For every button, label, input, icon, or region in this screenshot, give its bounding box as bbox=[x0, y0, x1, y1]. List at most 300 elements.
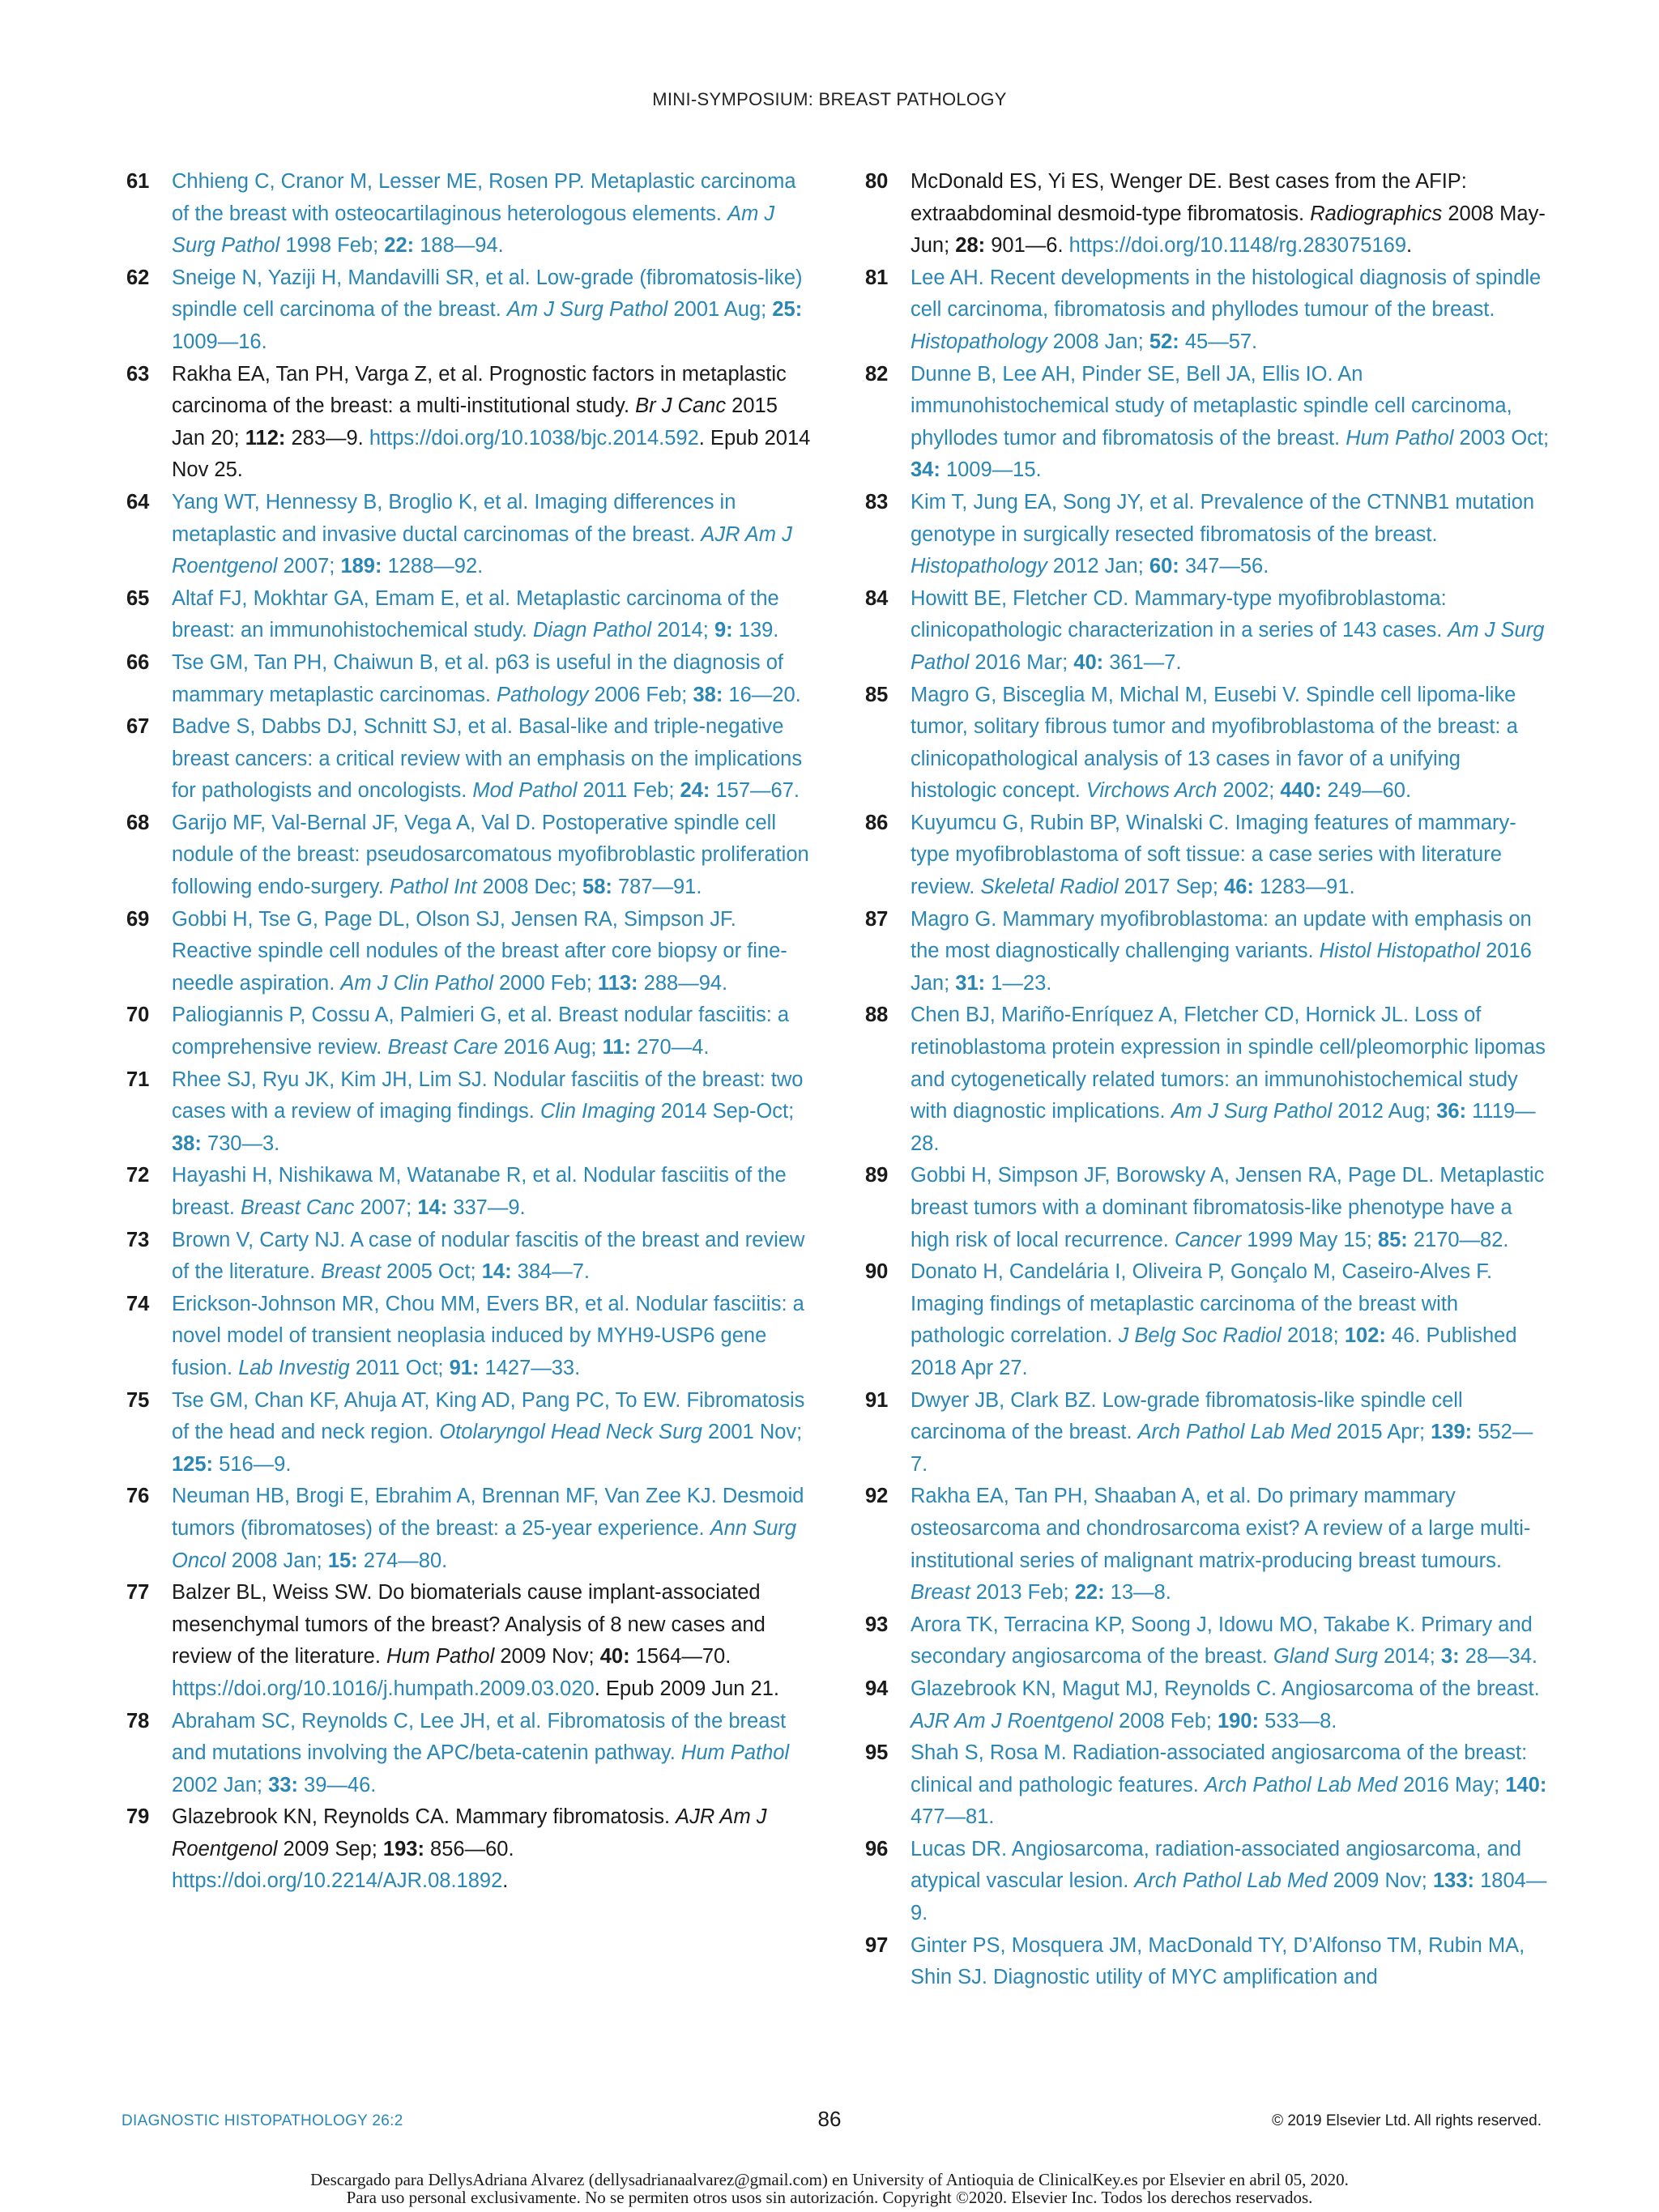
reference-pages: 39—46. bbox=[297, 1773, 377, 1796]
reference-pages: 730—3. bbox=[201, 1132, 280, 1155]
reference-pages: 283—9. bbox=[285, 426, 369, 450]
reference-date: 2007; bbox=[277, 555, 341, 578]
reference-pages: 516—9. bbox=[213, 1452, 292, 1476]
reference-authors-title: Chen BJ, Mariño-Enríquez A, Fletcher CD, Hornick JL. Loss of retinoblastoma protein expression in spindle cell/pleomorphic lipomas and cytogenetically related tumors: an immunohistochemical study with diagnostic implications. bbox=[911, 1004, 1546, 1123]
reference-volume: 15: bbox=[327, 1549, 358, 1572]
reference-journal: Arch Pathol Lab Med bbox=[1204, 1773, 1398, 1796]
reference-number: 93 bbox=[865, 1613, 889, 1636]
reference-pages: 384—7. bbox=[511, 1260, 590, 1284]
reference-authors-title: Yang WT, Hennessy B, Broglio K, et al. Imaging differences in metaplastic and invasive ductal carcinomas of the breast. bbox=[172, 490, 736, 546]
reference-authors-title: Gobbi H, Tse G, Page DL, Olson SJ, Jensen RA, Simpson JF. Reactive spindle cell nodules of the breast after core biopsy or fine-needle aspiration. bbox=[172, 907, 787, 995]
reference-date: 2012 Aug; bbox=[1332, 1100, 1437, 1123]
reference-date: 2001 Nov; bbox=[702, 1421, 803, 1444]
reference-93[interactable] bbox=[865, 1609, 1550, 1673]
reference-date: 2016 Mar; bbox=[969, 650, 1074, 674]
reference-date: 2016 Jan; bbox=[911, 940, 1532, 995]
reference-text[interactable] bbox=[911, 808, 1550, 904]
reference-journal: Breast bbox=[321, 1260, 381, 1284]
reference-journal: Lab Investig bbox=[238, 1356, 350, 1379]
reference-text[interactable] bbox=[172, 1385, 811, 1481]
reference-83[interactable] bbox=[865, 487, 1550, 583]
reference-authors-title: Dunne B, Lee AH, Pinder SE, Bell JA, Ellis IO. An immunohistochemical study of metaplastic spindle cell carcinoma, phyllodes tumor and fibromatosis of the breast. bbox=[911, 362, 1512, 450]
reference-authors-title: Garijo MF, Val-Bernal JF, Vega A, Val D. Postoperative spindle cell nodule of the breast: pseudosarcomatous myofibroblastic proliferation following endo-surgery. bbox=[172, 811, 809, 899]
reference-text bbox=[172, 1577, 811, 1705]
reference-89[interactable] bbox=[865, 1160, 1550, 1256]
reference-86[interactable] bbox=[865, 808, 1550, 904]
reference-volume: 193: bbox=[382, 1837, 424, 1860]
reference-volume: 46: bbox=[1224, 876, 1254, 899]
reference-date: 2015 Apr; bbox=[1330, 1421, 1431, 1444]
reference-pages: 1564—70. bbox=[629, 1645, 731, 1669]
reference-number: 97 bbox=[865, 1933, 889, 1957]
reference-text bbox=[172, 1801, 811, 1898]
reference-date: 1999 May 15; bbox=[1241, 1228, 1378, 1251]
reference-pages: 270—4. bbox=[631, 1036, 710, 1059]
reference-number: 91 bbox=[865, 1388, 889, 1412]
reference-authors-title: Neuman HB, Brogi E, Ebrahim A, Brennan MF, Van Zee KJ. Desmoid tumors (fibromatoses) of the breast: a 25-year experience. bbox=[172, 1485, 804, 1540]
reference-volume: 28: bbox=[955, 234, 986, 258]
reference-pages: 46. Published 2018 Apr 27. bbox=[911, 1324, 1517, 1379]
reference-journal: AJR Am J Roentgenol bbox=[911, 1709, 1113, 1733]
reference-volume: 34: bbox=[911, 458, 940, 482]
reference-number: 79 bbox=[126, 1805, 150, 1829]
reference-volume: 24: bbox=[680, 779, 710, 803]
reference-authors-title: Howitt BE, Fletcher CD. Mammary-type myofibroblastoma: clinicopathologic characterization in a series of 143 cases. bbox=[911, 586, 1448, 642]
reference-number: 67 bbox=[126, 715, 150, 739]
reference-85[interactable] bbox=[865, 680, 1550, 808]
reference-journal: Radiographics bbox=[1310, 202, 1443, 225]
reference-volume: 3: bbox=[1440, 1645, 1460, 1669]
reference-87[interactable] bbox=[865, 904, 1550, 1000]
reference-92[interactable] bbox=[865, 1481, 1550, 1609]
copyright-footer: © 2019 Elsevier Ltd. All rights reserved. bbox=[1272, 2112, 1542, 2129]
reference-epub: . bbox=[1406, 234, 1413, 258]
reference-journal: Breast Canc bbox=[241, 1196, 355, 1219]
reference-authors-title: Paliogiannis P, Cossu A, Palmieri G, et al. Breast nodular fasciitis: a comprehensive review. bbox=[172, 1004, 790, 1059]
reference-volume: 14: bbox=[481, 1260, 512, 1284]
reference-journal: Otolaryngol Head Neck Surg bbox=[439, 1421, 702, 1444]
reference-date: 2008 Dec; bbox=[476, 876, 583, 899]
reference-number: 76 bbox=[126, 1485, 150, 1508]
reference-text[interactable] bbox=[911, 262, 1550, 359]
reference-date: 2014 Sep-Oct; bbox=[655, 1100, 795, 1123]
reference-text[interactable] bbox=[172, 1481, 811, 1577]
reference-volume: 31: bbox=[955, 971, 986, 995]
reference-pages: 901—6. bbox=[985, 234, 1069, 258]
reference-90[interactable] bbox=[865, 1256, 1550, 1384]
reference-number: 69 bbox=[126, 907, 150, 931]
reference-pages: 13—8. bbox=[1104, 1581, 1171, 1605]
reference-84[interactable] bbox=[865, 583, 1550, 680]
reference-authors-title: Glazebrook KN, Reynolds CA. Mammary fibromatosis. bbox=[172, 1805, 676, 1829]
reference-journal: Skeletal Radiol bbox=[980, 876, 1119, 899]
reference-number: 70 bbox=[126, 1004, 150, 1027]
reference-journal: Ann Surg Oncol bbox=[172, 1516, 797, 1572]
reference-pages: 1283—91. bbox=[1253, 876, 1355, 899]
reference-76[interactable] bbox=[126, 1481, 811, 1577]
reference-text bbox=[172, 359, 811, 487]
reference-62[interactable] bbox=[126, 262, 811, 359]
reference-text[interactable] bbox=[172, 166, 811, 262]
reference-journal: Histopathology bbox=[911, 555, 1047, 578]
reference-date: 2012 Jan; bbox=[1047, 555, 1149, 578]
reference-authors-title: Kuyumcu G, Rubin BP, Winalski C. Imaging features of mammary-type myofibroblastoma of soft tissue: a case series with literature review. bbox=[911, 811, 1516, 899]
reference-journal: Am J Surg Pathol bbox=[172, 202, 775, 258]
reference-authors-title: Gobbi H, Simpson JF, Borowsky A, Jensen RA, Page DL. Metaplastic breast tumors with a dominant fibromatosis-like phenotype have a high risk of local recurrence. bbox=[911, 1164, 1545, 1251]
reference-volume: 52: bbox=[1149, 330, 1179, 353]
reference-text[interactable] bbox=[911, 487, 1550, 583]
reference-number: 96 bbox=[865, 1837, 889, 1860]
reference-authors-title: Magro G, Bisceglia M, Michal M, Eusebi V. Spindle cell lipoma-like tumor, solitary fibrous tumor and myofibroblastoma of the breast: a clinicopathological analysis of 13 cases in favor of a unifying histologic concept. bbox=[911, 683, 1518, 803]
reference-text[interactable] bbox=[172, 1706, 811, 1802]
reference-80 bbox=[865, 166, 1550, 262]
doi-link[interactable]: https://doi.org/10.1148/rg.283075169 bbox=[1068, 234, 1406, 258]
reference-number: 71 bbox=[126, 1068, 150, 1091]
reference-text[interactable] bbox=[911, 1609, 1550, 1673]
reference-text[interactable] bbox=[172, 583, 811, 647]
reference-journal: Arch Pathol Lab Med bbox=[1137, 1421, 1331, 1444]
reference-date: 2008 May-Jun; bbox=[911, 202, 1546, 258]
reference-journal: Am J Surg Pathol bbox=[506, 298, 668, 322]
reference-number: 82 bbox=[865, 362, 889, 386]
reference-journal: Clin Imaging bbox=[539, 1100, 655, 1123]
reference-text[interactable] bbox=[172, 904, 811, 1000]
reference-journal: J Belg Soc Radiol bbox=[1118, 1324, 1282, 1348]
reference-79 bbox=[126, 1801, 811, 1898]
reference-volume: 11: bbox=[602, 1036, 632, 1059]
reference-text bbox=[911, 166, 1550, 262]
reference-journal: Virchows Arch bbox=[1085, 779, 1218, 803]
reference-volume: 113: bbox=[597, 971, 638, 995]
reference-authors-title: Altaf FJ, Mokhtar GA, Emam E, et al. Metaplastic carcinoma of the breast: an immunohistochemical study. bbox=[172, 586, 779, 642]
reference-text[interactable] bbox=[911, 1737, 1550, 1834]
reference-journal: Hum Pathol bbox=[386, 1645, 495, 1669]
reference-volume: 190: bbox=[1217, 1709, 1259, 1733]
reference-date: 2017 Sep; bbox=[1118, 876, 1225, 899]
reference-75[interactable] bbox=[126, 1385, 811, 1481]
reference-journal: Pathol Int bbox=[389, 876, 477, 899]
reference-number: 72 bbox=[126, 1164, 150, 1187]
reference-number: 83 bbox=[865, 490, 889, 514]
reference-journal: Arch Pathol Lab Med bbox=[1134, 1869, 1328, 1893]
reference-number: 66 bbox=[126, 650, 150, 674]
reference-pages: 337—9. bbox=[447, 1196, 526, 1219]
reference-94[interactable] bbox=[865, 1673, 1550, 1737]
reference-journal: Am J Surg Pathol bbox=[911, 619, 1545, 674]
reference-96[interactable] bbox=[865, 1834, 1550, 1930]
reference-date: 2007; bbox=[354, 1196, 418, 1219]
reference-journal: Mod Pathol bbox=[472, 779, 578, 803]
reference-number: 68 bbox=[126, 811, 150, 834]
reference-authors-title: Tse GM, Tan PH, Chaiwun B, et al. p63 is useful in the diagnosis of mammary metaplastic carcinomas. bbox=[172, 650, 784, 706]
reference-77 bbox=[126, 1577, 811, 1705]
reference-authors-title: Balzer BL, Weiss SW. Do biomaterials cause implant-associated mesenchymal tumors of the breast? Analysis of 8 new cases and review of the literature. bbox=[172, 1581, 766, 1669]
reference-date: 2009 Nov; bbox=[494, 1645, 600, 1669]
reference-number: 94 bbox=[865, 1677, 889, 1700]
reference-authors-title: Abraham SC, Reynolds C, Lee JH, et al. Fibromatosis of the breast and mutations involving the APC/beta-catenin pathway. bbox=[172, 1709, 787, 1765]
reference-71[interactable] bbox=[126, 1064, 811, 1161]
reference-journal: Pathology bbox=[497, 683, 589, 706]
reference-volume: 189: bbox=[340, 555, 382, 578]
reference-text[interactable] bbox=[172, 262, 811, 359]
reference-volume: 112: bbox=[245, 426, 286, 450]
doi-link[interactable]: https://doi.org/10.1016/j.humpath.2009.03.020 bbox=[172, 1677, 595, 1700]
reference-95[interactable] bbox=[865, 1737, 1550, 1834]
reference-text[interactable] bbox=[911, 583, 1550, 680]
reference-74[interactable] bbox=[126, 1289, 811, 1385]
reference-volume: 33: bbox=[268, 1773, 298, 1796]
reference-date: 2011 Feb; bbox=[577, 779, 680, 803]
reference-epub: . Epub 2009 Jun 21. bbox=[594, 1677, 780, 1700]
reference-volume: 140: bbox=[1505, 1773, 1547, 1796]
reference-date: 2015 Jan 20; bbox=[172, 394, 778, 450]
journal-footer: DIAGNOSTIC HISTOPATHOLOGY 26:2 bbox=[122, 2112, 403, 2129]
reference-authors-title: Donato H, Candelária I, Oliveira P, Gonçalo M, Caseiro-Alves F. Imaging findings of metaplastic carcinoma of the breast with pathologic correlation. bbox=[911, 1260, 1493, 1348]
reference-pages: 533—8. bbox=[1258, 1709, 1337, 1733]
reference-number: 86 bbox=[865, 811, 889, 834]
reference-epub: . bbox=[502, 1869, 509, 1893]
reference-authors-title: Lee AH. Recent developments in the histological diagnosis of spindle cell carcinoma, fibromatosis and phyllodes tumour of the breast. bbox=[911, 266, 1542, 322]
reference-97[interactable] bbox=[865, 1930, 1550, 1994]
reference-journal: Diagn Pathol bbox=[532, 619, 651, 642]
reference-text[interactable] bbox=[911, 1481, 1550, 1609]
reference-pages: 2170—82. bbox=[1407, 1228, 1509, 1251]
reference-text[interactable] bbox=[172, 808, 811, 904]
reference-number: 92 bbox=[865, 1485, 889, 1508]
reference-number: 77 bbox=[126, 1581, 150, 1605]
reference-63 bbox=[126, 359, 811, 487]
reference-volume: 85: bbox=[1377, 1228, 1408, 1251]
reference-authors-title: Lucas DR. Angiosarcoma, radiation-associated angiosarcoma, and atypical vascular lesion. bbox=[911, 1837, 1522, 1893]
reference-text[interactable] bbox=[911, 1834, 1550, 1930]
reference-pages: 188—94. bbox=[414, 234, 504, 258]
reference-number: 75 bbox=[126, 1388, 150, 1412]
reference-journal: Cancer bbox=[1174, 1228, 1242, 1251]
reference-pages: 1119—28. bbox=[911, 1100, 1536, 1155]
reference-authors-title: Shah S, Rosa M. Radiation-associated angiosarcoma of the breast: clinical and pathologic features. bbox=[911, 1741, 1528, 1796]
reference-73[interactable] bbox=[126, 1225, 811, 1289]
reference-pages: 347—56. bbox=[1179, 555, 1269, 578]
reference-number: 87 bbox=[865, 907, 889, 931]
reference-number: 89 bbox=[865, 1164, 889, 1187]
reference-journal: Hum Pathol bbox=[680, 1741, 790, 1765]
reference-journal: Gland Surg bbox=[1273, 1645, 1378, 1669]
reference-text[interactable] bbox=[911, 680, 1550, 808]
reference-volume: 125: bbox=[172, 1452, 214, 1476]
reference-pages: 288—94. bbox=[638, 971, 728, 995]
reference-pages: 856—60. bbox=[424, 1837, 514, 1860]
reference-date: 2003 Oct; bbox=[1453, 426, 1550, 450]
reference-authors-title: Rakha EA, Tan PH, Shaaban A, et al. Do primary mammary osteosarcoma and chondrosarcoma exist? A review of a large multi-institutional series of malignant matrix-producing breast tumours. bbox=[911, 1485, 1531, 1572]
reference-date: 1998 Feb; bbox=[279, 234, 385, 258]
reference-82[interactable] bbox=[865, 359, 1550, 487]
reference-text[interactable] bbox=[911, 1160, 1550, 1256]
reference-number: 64 bbox=[126, 490, 150, 514]
reference-date: 2008 Jan; bbox=[225, 1549, 328, 1572]
reference-authors-title: Kim T, Jung EA, Song JY, et al. Prevalence of the CTNNB1 mutation genotype in surgically resected fibromatosis of the breast. bbox=[911, 490, 1535, 546]
reference-date: 2016 Aug; bbox=[497, 1036, 603, 1059]
reference-date: 2011 Oct; bbox=[349, 1356, 450, 1379]
reference-pages: 1288—92. bbox=[382, 555, 484, 578]
reference-81[interactable] bbox=[865, 262, 1550, 359]
download-notice-line-1: Descargado para DellysAdriana Alvarez (dellysadrianaalvarez@gmail.com) en University of Antioquia de ClinicalKey.es por Elsevier en abril 05, 2020. bbox=[310, 2170, 1349, 2189]
reference-journal: Histol Histopathol bbox=[1319, 940, 1481, 963]
reference-date: 2006 Feb; bbox=[588, 683, 693, 706]
reference-journal: AJR Am J Roentgenol bbox=[172, 1805, 767, 1860]
reference-authors-title: Erickson-Johnson MR, Chou MM, Evers BR, et al. Nodular fasciitis: a novel model of transient neoplasia induced by MYH9-USP6 gene fusion. bbox=[172, 1292, 804, 1379]
reference-journal: Hum Pathol bbox=[1346, 426, 1454, 450]
reference-pages: 1804—9. bbox=[911, 1869, 1547, 1925]
doi-link[interactable]: https://doi.org/10.2214/AJR.08.1892 bbox=[172, 1869, 503, 1893]
reference-text[interactable] bbox=[911, 1385, 1550, 1481]
reference-number: 62 bbox=[126, 266, 150, 289]
reference-61[interactable] bbox=[126, 166, 811, 262]
reference-volume: 133: bbox=[1432, 1869, 1475, 1893]
reference-66[interactable] bbox=[126, 647, 811, 711]
reference-journal: Am J Surg Pathol bbox=[1171, 1100, 1333, 1123]
reference-authors-title: Dwyer JB, Clark BZ. Low-grade fibromatosis-like spindle cell carcinoma of the breast. bbox=[911, 1388, 1463, 1444]
reference-journal: Am J Clin Pathol bbox=[340, 971, 493, 995]
reference-date: 2013 Feb; bbox=[970, 1581, 1075, 1605]
reference-pages: 249—60. bbox=[1321, 779, 1412, 803]
reference-authors-title: Glazebrook KN, Magut MJ, Reynolds C. Angiosarcoma of the breast. bbox=[911, 1677, 1540, 1700]
reference-volume: 91: bbox=[449, 1356, 480, 1379]
reference-text[interactable] bbox=[172, 711, 811, 808]
reference-pages: 139. bbox=[732, 619, 779, 642]
reference-88[interactable] bbox=[865, 999, 1550, 1160]
reference-volume: 22: bbox=[1074, 1581, 1105, 1605]
reference-pages: 361—7. bbox=[1103, 650, 1182, 674]
reference-date: 2016 May; bbox=[1397, 1773, 1506, 1796]
reference-pages: 787—91. bbox=[612, 876, 702, 899]
reference-text[interactable] bbox=[911, 999, 1550, 1160]
reference-text[interactable] bbox=[911, 359, 1550, 487]
reference-volume: 139: bbox=[1431, 1421, 1473, 1444]
reference-text[interactable] bbox=[172, 1225, 811, 1289]
reference-67[interactable] bbox=[126, 711, 811, 808]
reference-text[interactable] bbox=[172, 999, 811, 1063]
reference-68[interactable] bbox=[126, 808, 811, 904]
reference-78[interactable] bbox=[126, 1706, 811, 1802]
reference-64[interactable] bbox=[126, 487, 811, 583]
reference-pages: 1427—33. bbox=[479, 1356, 581, 1379]
reference-volume: 36: bbox=[1436, 1100, 1467, 1123]
reference-volume: 38: bbox=[172, 1132, 202, 1155]
reference-text[interactable] bbox=[911, 1930, 1550, 1994]
reference-date: 2008 Feb; bbox=[1112, 1709, 1218, 1733]
reference-date: 2009 Sep; bbox=[277, 1837, 383, 1860]
reference-pages: 477—81. bbox=[911, 1805, 995, 1829]
reference-volume: 25: bbox=[772, 298, 803, 322]
reference-volume: 58: bbox=[582, 876, 612, 899]
reference-pages: 28—34. bbox=[1459, 1645, 1537, 1669]
reference-date: 2009 Nov; bbox=[1327, 1869, 1433, 1893]
reference-number: 84 bbox=[865, 586, 889, 610]
reference-number: 81 bbox=[865, 266, 889, 289]
reference-authors-title: Tse GM, Chan KF, Ahuja AT, King AD, Pang PC, To EW. Fibromatosis of the head and neck region. bbox=[172, 1388, 805, 1444]
reference-authors-title: Badve S, Dabbs DJ, Schnitt SJ, et al. Basal-like and triple-negative breast cancers: a critical review with an emphasis on the implications for pathologists and oncologists. bbox=[172, 715, 803, 803]
reference-number: 74 bbox=[126, 1292, 150, 1315]
download-notice-line-2: Para uso personal exclusivamente. No se permiten otros usos sin autorización. Copyright ©2020. Elsevier Inc. Todos los derechos reservados. bbox=[346, 2188, 1313, 2207]
reference-pages: 274—80. bbox=[357, 1549, 448, 1572]
reference-number: 73 bbox=[126, 1228, 150, 1251]
page-number: 86 bbox=[817, 2107, 842, 2131]
reference-text[interactable] bbox=[172, 647, 811, 711]
reference-volume: 102: bbox=[1344, 1324, 1386, 1348]
reference-91[interactable] bbox=[865, 1385, 1550, 1481]
reference-69[interactable] bbox=[126, 904, 811, 1000]
references-left-column bbox=[126, 166, 811, 1898]
reference-volume: 22: bbox=[384, 234, 415, 258]
reference-journal: Br J Canc bbox=[635, 394, 727, 418]
reference-text[interactable] bbox=[911, 904, 1550, 1000]
reference-number: 95 bbox=[865, 1741, 889, 1765]
reference-authors-title: Magro G. Mammary myofibroblastoma: an update with emphasis on the most diagnostically challenging variants. bbox=[911, 907, 1532, 963]
reference-pages: 1009—15. bbox=[940, 458, 1042, 482]
references-right-column bbox=[865, 166, 1550, 1994]
reference-text[interactable] bbox=[911, 1256, 1550, 1384]
reference-journal: Histopathology bbox=[911, 330, 1047, 353]
reference-volume: 60: bbox=[1149, 555, 1179, 578]
reference-date: 2008 Jan; bbox=[1047, 330, 1149, 353]
reference-pages: 157—67. bbox=[710, 779, 800, 803]
reference-authors-title: Rakha EA, Tan PH, Varga Z, et al. Prognostic factors in metaplastic carcinoma of the breast: a multi-institutional study. bbox=[172, 362, 787, 418]
reference-text[interactable] bbox=[911, 1673, 1550, 1737]
reference-volume: 38: bbox=[693, 683, 723, 706]
reference-text[interactable] bbox=[172, 487, 811, 583]
reference-journal: Breast bbox=[911, 1581, 970, 1605]
reference-number: 88 bbox=[865, 1004, 889, 1027]
reference-date: 2000 Feb; bbox=[493, 971, 598, 995]
reference-text[interactable] bbox=[172, 1064, 811, 1161]
reference-pages: 45—57. bbox=[1179, 330, 1258, 353]
reference-text[interactable] bbox=[172, 1289, 811, 1385]
reference-authors-title: Hayashi H, Nishikawa M, Watanabe R, et al. Nodular fasciitis of the breast. bbox=[172, 1164, 787, 1219]
reference-date: 2014; bbox=[651, 619, 714, 642]
reference-volume: 9: bbox=[714, 619, 733, 642]
reference-volume: 40: bbox=[599, 1645, 630, 1669]
reference-pages: 16—20. bbox=[723, 683, 801, 706]
reference-volume: 40: bbox=[1073, 650, 1104, 674]
reference-authors-title: Rhee SJ, Ryu JK, Kim JH, Lim SJ. Nodular fasciitis of the breast: two cases with a review of imaging findings. bbox=[172, 1068, 804, 1123]
download-notice bbox=[0, 2171, 1659, 2206]
reference-pages: 1—23. bbox=[985, 971, 1052, 995]
reference-epub: . Epub 2014 Nov 25. bbox=[172, 426, 811, 482]
reference-date: 2001 Aug; bbox=[667, 298, 773, 322]
reference-journal: Breast Care bbox=[387, 1036, 498, 1059]
reference-text[interactable] bbox=[172, 1160, 811, 1224]
reference-pages: 1009—16. bbox=[172, 330, 267, 353]
reference-volume: 440: bbox=[1280, 779, 1322, 803]
reference-number: 78 bbox=[126, 1709, 150, 1733]
reference-number: 63 bbox=[126, 362, 150, 386]
doi-link[interactable]: https://doi.org/10.1038/bjc.2014.592 bbox=[369, 426, 699, 450]
reference-pages: 552—7. bbox=[911, 1421, 1533, 1476]
reference-72[interactable] bbox=[126, 1160, 811, 1224]
reference-number: 85 bbox=[865, 683, 889, 706]
reference-70[interactable] bbox=[126, 999, 811, 1063]
reference-number: 90 bbox=[865, 1260, 889, 1284]
reference-date: 2005 Oct; bbox=[380, 1260, 482, 1284]
reference-date: 2018; bbox=[1281, 1324, 1345, 1348]
reference-date: 2002; bbox=[1217, 779, 1281, 803]
reference-authors-title: Sneige N, Yaziji H, Mandavilli SR, et al. Low-grade (fibromatosis-like) spindle cell carcinoma of the breast. bbox=[172, 266, 803, 322]
reference-number: 65 bbox=[126, 586, 150, 610]
reference-65[interactable] bbox=[126, 583, 811, 647]
reference-number: 61 bbox=[126, 170, 150, 193]
running-header: MINI-SYMPOSIUM: BREAST PATHOLOGY bbox=[652, 89, 1007, 109]
reference-authors-title: Brown V, Carty NJ. A case of nodular fascitis of the breast and review of the literature. bbox=[172, 1228, 805, 1284]
